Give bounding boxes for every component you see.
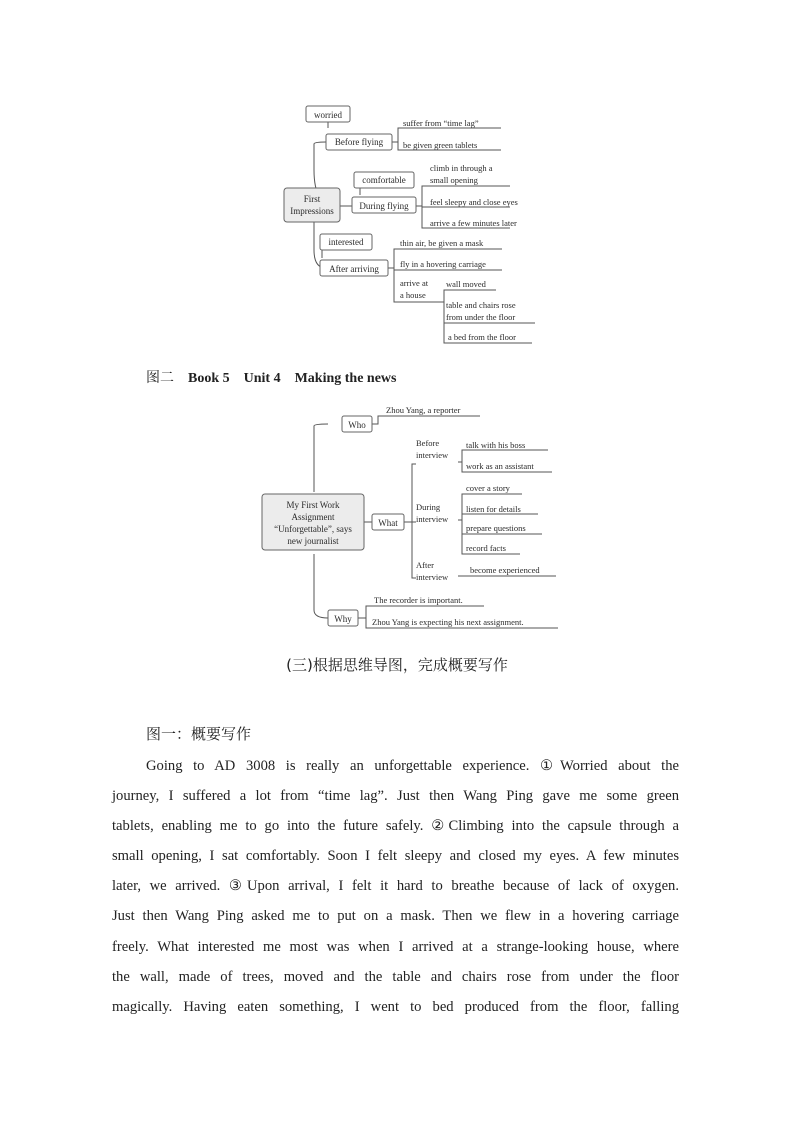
essay-line-5: later, we arrived. ③Upon arrival, I felt it hard to breathe because of lack of oxygen. [112, 878, 679, 895]
house-item-1: wall moved [446, 279, 486, 289]
during-item-3: arrive a few minutes later [430, 218, 517, 228]
during-interview-1: During [416, 502, 441, 512]
house-item-2b: from under the floor [446, 312, 516, 322]
before-interview-2: interview [416, 450, 449, 460]
before-interview-1: Before [416, 438, 440, 448]
during-item-cover: cover a story [466, 483, 510, 493]
label-what: What [378, 518, 398, 528]
during-item-prepare: prepare questions [466, 523, 526, 533]
during-item-2: feel sleepy and close eyes [430, 197, 518, 207]
sub-heading: 图一：概要写作 [146, 725, 252, 743]
during-item-1a: climb in through a [430, 163, 493, 173]
section-title: (三)根据思维导图，完成概要写作 [286, 656, 508, 674]
mind-map-first-work-assignment [258, 398, 568, 634]
house-item-2a: table and chairs rose [446, 300, 516, 310]
feeling-comfortable: comfortable [362, 175, 406, 185]
mind-map-first-impressions [270, 100, 550, 350]
mind-map-1-svg [270, 100, 550, 350]
house-item-3: a bed from the floor [448, 332, 516, 342]
center-node [284, 188, 340, 222]
after-item-2: fly in a hovering carriage [400, 259, 486, 269]
essay-line-8: the wall, made of trees, moved and the table and chairs rose from under the floor [112, 968, 679, 985]
after-item-1: thin air, be given a mask [400, 238, 484, 248]
before-item-2: be given green tablets [403, 140, 478, 150]
branch-who [342, 405, 461, 432]
during-interview-2: interview [416, 514, 449, 524]
label-before-flying: Before flying [334, 137, 384, 147]
why-item-1: The recorder is important. [374, 595, 463, 605]
center2-line-2: Assignment [291, 512, 335, 522]
label-after-arriving: After arriving [329, 264, 379, 274]
who-item: Zhou Yang, a reporter [386, 405, 461, 415]
caption-prefix: 图二 [146, 370, 174, 386]
mind-map-2-svg [258, 398, 568, 634]
feeling-worried: worried [314, 110, 342, 120]
label-why: Why [334, 614, 352, 624]
why-item-2: Zhou Yang is expecting his next assignment. [372, 617, 524, 627]
during-item-1b: small opening [430, 175, 478, 185]
center-line-2: Impressions [290, 206, 334, 216]
figure-caption [146, 367, 396, 387]
during-item-record: record facts [466, 543, 506, 553]
during-item-listen: listen for details [466, 504, 521, 514]
center2-line-3: “Unforgettable”, says [274, 524, 352, 534]
after-interview-1: After [416, 560, 434, 570]
center2-line-4: new journalist [287, 536, 339, 546]
essay-line-2: journey, I suffered a lot from “time lag”. Just then Wang Ping gave me some green [112, 788, 679, 805]
caption-text: Book 5 Unit 4 Making the news [188, 371, 397, 386]
before-item-talk: talk with his boss [466, 440, 526, 450]
center2-line-1: My First Work [286, 500, 340, 510]
essay-line-1: Going to AD 3008 is really an unforgettable experience. ①Worried about the [146, 758, 679, 774]
before-item-1: suffer from “time lag” [403, 118, 479, 128]
house-label-2: a house [400, 290, 426, 300]
essay-line-7: freely. What interested me most was when I arrived at a strange-looking house, where [112, 938, 679, 955]
essay-line-6: Just then Wang Ping asked me to put on a mask. Then we flew in a hovering carriage [112, 908, 679, 925]
essay-line-4: small opening, I sat comfortably. Soon I felt sleepy and closed my eyes. A few minutes [112, 848, 679, 865]
label-during-flying: During flying [359, 201, 409, 211]
center-node-2 [262, 494, 364, 550]
branch-what [372, 438, 540, 582]
essay-line-3: tablets, enabling me to go into the future safely. ②Climbing into the capsule through a [112, 818, 679, 835]
after-item-become: become experienced [470, 565, 540, 575]
essay-line-9: magically. Having eaten something, I went to bed produced from the floor, falling [112, 998, 679, 1015]
before-item-work: work as an assistant [466, 461, 534, 471]
after-interview-2: interview [416, 572, 449, 582]
label-who: Who [348, 420, 366, 430]
house-label-1: arrive at [400, 278, 429, 288]
essay-body [112, 751, 679, 1022]
branch-why [328, 595, 524, 627]
feeling-interested: interested [328, 237, 364, 247]
center-line-1: First [303, 194, 321, 204]
